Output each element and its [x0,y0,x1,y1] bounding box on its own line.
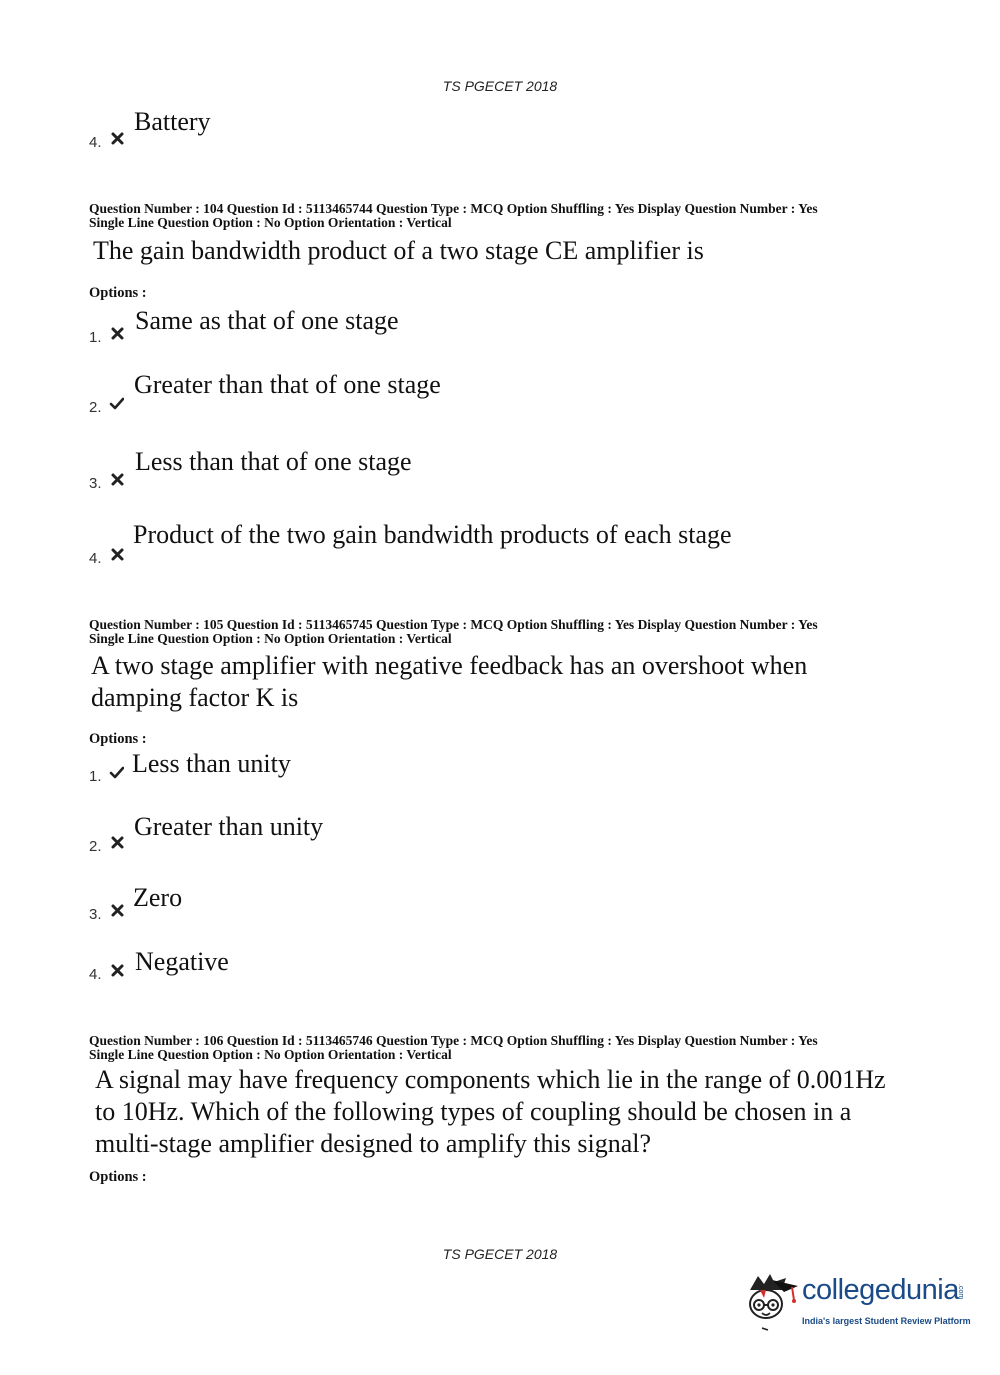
question-text [95,1064,915,1160]
collegedunia-logo [742,1268,972,1340]
question-meta-line: Single Line Question Option : No Option Orientation : Vertical [89,631,452,646]
cross-mark-icon [110,472,125,487]
question-meta [89,618,909,646]
option-text: Less than unity [132,749,291,778]
question-meta-line: Single Line Question Option : No Option Orientation : Vertical [89,1047,452,1062]
option-text: Product of the two gain bandwidth products of each stage [133,520,732,549]
option-number: 1. [89,768,102,785]
options-label: Options : [89,285,147,301]
question-meta [89,202,909,230]
option-text: Same as that of one stage [135,306,399,335]
cross-mark-icon [110,547,125,562]
question-text-line: A signal may have frequency components which lie in the range of 0.001Hz [95,1065,886,1094]
option-text: Negative [135,947,229,976]
option-number: 1. [89,329,102,346]
logo-tagline: India's largest Student Review Platform [802,1316,971,1326]
question-meta-line: Single Line Question Option : No Option Orientation : Vertical [89,215,452,230]
question-text-line: multi-stage amplifier designed to amplify this signal? [95,1129,651,1158]
option-text: Zero [133,883,183,912]
logo-domain-suffix: .com [957,1284,964,1300]
cross-mark-icon [110,903,125,918]
page-header: TS PGECET 2018 [442,78,558,94]
question-text [91,650,911,714]
cross-mark-icon [110,963,125,978]
question-text-line: A two stage amplifier with negative feedback has an overshoot when [91,651,808,680]
mascot-icon [742,1270,800,1336]
option-number: 2. [89,838,102,855]
option-number: 4. [89,966,102,983]
question-text-line: damping factor K is [91,683,299,712]
option-text: Greater than unity [134,812,324,841]
check-mark-icon [109,396,124,411]
question-meta-line: Question Number : 106 Question Id : 5113465746 Question Type : MCQ Option Shuffling : Yes Display Question Number : Yes [89,1033,818,1048]
question-text-line: to 10Hz. Which of the following types of coupling should be chosen in a [95,1097,852,1126]
option-text: Battery [134,107,211,136]
option-number: 4. [89,134,102,151]
question-meta-line: Question Number : 104 Question Id : 5113465744 Question Type : MCQ Option Shuffling : Yes Display Question Number : Yes [89,201,818,216]
options-label: Options : [89,731,147,747]
cross-mark-icon [110,326,125,341]
option-text: Greater than that of one stage [134,370,441,399]
option-text: Less than that of one stage [135,447,412,476]
page-footer: TS PGECET 2018 [442,1246,558,1262]
option-number: 4. [89,550,102,567]
check-mark-icon [109,765,124,780]
option-number: 3. [89,475,102,492]
option-number: 3. [89,906,102,923]
cross-mark-icon [110,835,125,850]
logo-wordmark: collegedunia [802,1274,959,1306]
question-meta [89,1034,909,1062]
question-meta-line: Question Number : 105 Question Id : 5113465745 Question Type : MCQ Option Shuffling : Yes Display Question Number : Yes [89,617,818,632]
option-number: 2. [89,399,102,416]
question-text: The gain bandwidth product of a two stage CE amplifier is [93,236,704,265]
cross-mark-icon [110,131,125,146]
options-label: Options : [89,1169,147,1185]
